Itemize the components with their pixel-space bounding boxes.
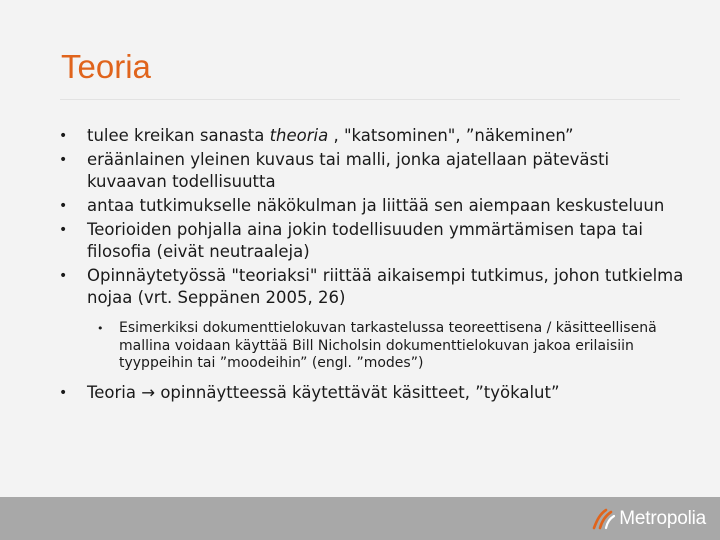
bullet-dot: • — [59, 152, 68, 168]
metropolia-logo — [590, 506, 706, 532]
sub-bullet-text: Esimerkiksi dokumenttielokuvan tarkastelussa teoreettisena / käsitteellisenä mallina voidaan käyttää Bill Nicholsin dokumenttielokuvan jakoa erilaisiin tyyppeihin tai ”moodeihin” (engl. ”modes”) — [119, 320, 657, 371]
bullet-item — [57, 382, 687, 404]
arrow-right-icon: → — [141, 382, 156, 402]
bullet-dot: • — [59, 222, 68, 238]
bullet-text — [87, 383, 560, 402]
metropolia-logo-icon — [590, 506, 616, 532]
bullet-list — [57, 125, 687, 406]
bullet-text: Opinnäytetyössä "teoriaksi" riittää aikaisempi tutkimus, johon tutkielma nojaa (vrt. Seppänen 2005, 26) — [87, 266, 684, 307]
bullet-text-part: tulee kreikan sanasta — [87, 126, 270, 145]
bullet-italic-term: theoria — [269, 126, 329, 145]
logo-text: Metropolia — [619, 508, 706, 529]
bullet-text: Teorioiden pohjalla aina jokin todellisuuden ymmärtämisen tapa tai filosofia (eivät neutraaleja) — [87, 220, 644, 261]
bullet-text — [87, 126, 574, 145]
bullet-item — [57, 219, 687, 263]
slide-title: Teoria — [61, 48, 151, 85]
bullet-text-part: opinnäytteessä käytettävät käsitteet, ”työkalut” — [155, 382, 560, 402]
bullet-item — [57, 265, 687, 309]
bullet-text: eräänlainen yleinen kuvaus tai malli, jonka ajatellaan pätevästi kuvaavan todellisuutta — [87, 150, 610, 191]
bullet-dot: • — [59, 198, 68, 214]
sub-bullet-item — [57, 320, 687, 373]
bullet-dot: • — [59, 384, 68, 401]
bullet-item — [57, 195, 687, 217]
bullet-text-part: Teoria — [87, 382, 142, 402]
sub-bullet-dot: • — [97, 322, 104, 335]
bullet-item — [57, 149, 687, 193]
footer-bar — [0, 497, 720, 540]
bullet-item — [57, 125, 687, 147]
bullet-dot: • — [59, 268, 68, 284]
bullet-text: antaa tutkimukselle näkökulman ja liittää sen aiempaan keskusteluun — [87, 196, 665, 215]
title-divider — [60, 99, 680, 100]
bullet-text-part: , "katsominen", ”näkeminen” — [328, 126, 574, 145]
bullet-dot: • — [59, 128, 68, 144]
